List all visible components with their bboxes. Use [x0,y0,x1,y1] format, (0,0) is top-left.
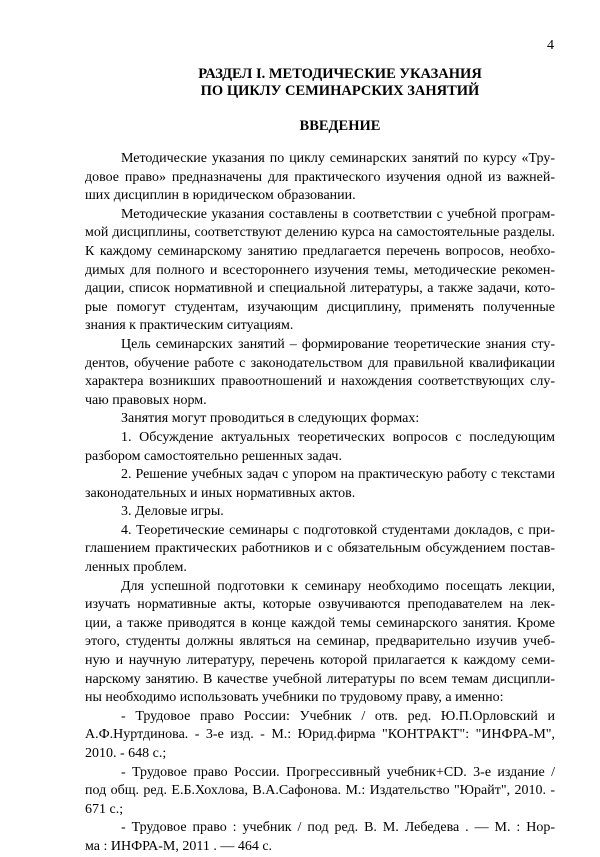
text-line: 2010. - 648 с.; [85,746,167,761]
text-line: рые помогут студентам, изучающим дисциплину, применять полученные [85,299,555,315]
text-line: К каждому семинарскому занятию предлагается перечень вопросов, необхо- [85,243,555,259]
text-line: 1. Обсуждение актуальных теоретических вопросов с последующим [121,429,555,445]
text-line: А.Ф.Нуртдинова. - 3-е изд. - М.: Юрид.фирма "КОНТРАКТ": "ИНФРА-М", [85,727,555,743]
text-line: Для успешной подготовки к семинару необходимо посещать лекции, [121,578,555,594]
page-number: 4 [547,38,554,53]
text-line: дации, список нормативной и специальной литературы, а также задачи, кото- [85,281,555,297]
section-heading [110,66,570,100]
text-line: характера возникших правоотношений и нахождения соответствующих слу- [85,374,555,390]
text-line: дентов, обучение работе с законодательством для правильной квалификации [85,355,555,371]
text-line: чаю правовых норм. [85,392,207,408]
text-line: димых для полного и всестороннего изучения темы, методические рекомен- [85,262,555,278]
text-line: Занятия могут проводиться в следующих формах: [121,411,420,427]
text-line: глашением практических работников и с обязательным обсуждением постав- [85,541,555,557]
text-line: - Трудовое право : учебник / под ред. В. М. Лебедева . — М. : Нор- [121,820,555,836]
text-line: довое право» предназначены для практического изучения одной из важней- [85,169,555,185]
text-line: 671 с.; [85,801,124,817]
text-line: ны необходимо использовать учебники по трудовому праву, а именно: [85,690,504,706]
text-line: знания к практическим ситуациям. [85,318,294,334]
text-line: ную и научную литературу, перечень которой прилагается к каждому семи- [85,653,555,669]
body-text [85,150,555,857]
text-line: ма : ИНФРА-М, 2011 . — 464 с. [85,838,273,854]
text-line: ленных проблем. [85,560,187,576]
text-line: этого, студенты должны являться на семинар, предварительно изучив учеб- [85,634,555,650]
text-line: Цель семинарских занятий – формирование теоретические знания сту- [121,336,555,352]
text-line: - Трудовое право России: Учебник / отв. ред. Ю.П.Орловский и [121,708,555,724]
text-line: 3. Деловые игры. [121,504,224,520]
text-line: Методические указания составлены в соответствии с учебной програм- [121,206,555,222]
text-line: нарскому занятию. В качестве учебной литературы по всем темам дисципли- [85,671,555,687]
text-line: разбором самостоятельно решенных задач. [85,448,342,464]
text-line: ших дисциплин в юридическом образовании. [85,188,356,204]
text-line: под общ. ред. Е.Б.Хохлова, В.А.Сафонова. М.: Издательство "Юрайт", 2010. - [85,783,555,799]
text-line: 2. Решение учебных задач с упором на практическую работу с текстами [121,467,555,483]
text-line: изучать нормативные акты, которые озвучиваются преподавателем на лек- [85,597,555,613]
section-heading-line-1: РАЗДЕЛ I. МЕТОДИЧЕСКИЕ УКАЗАНИЯ [198,66,482,82]
text-line: Методические указания по циклу семинарских занятий по курсу «Тру- [121,151,555,166]
text-line: мой дисциплины, соответствуют делению курса на самостоятельные разделы. [85,225,555,241]
text-line: законодательных и иных нормативных актов. [85,485,356,501]
text-line: - Трудовое право России. Прогрессивный учебник+CD. 3-е издание / [121,764,555,780]
section-heading-line-2: ПО ЦИКЛУ СЕМИНАРСКИХ ЗАНЯТИЙ [200,83,480,99]
text-line: 4. Теоретические семинары с подготовкой студентами докладов, с при- [121,522,555,538]
text-line: ции, а также приводятся в конце каждой темы семинарского занятия. Кроме [85,615,555,631]
introduction-heading: ВВЕДЕНИЕ [299,118,381,134]
